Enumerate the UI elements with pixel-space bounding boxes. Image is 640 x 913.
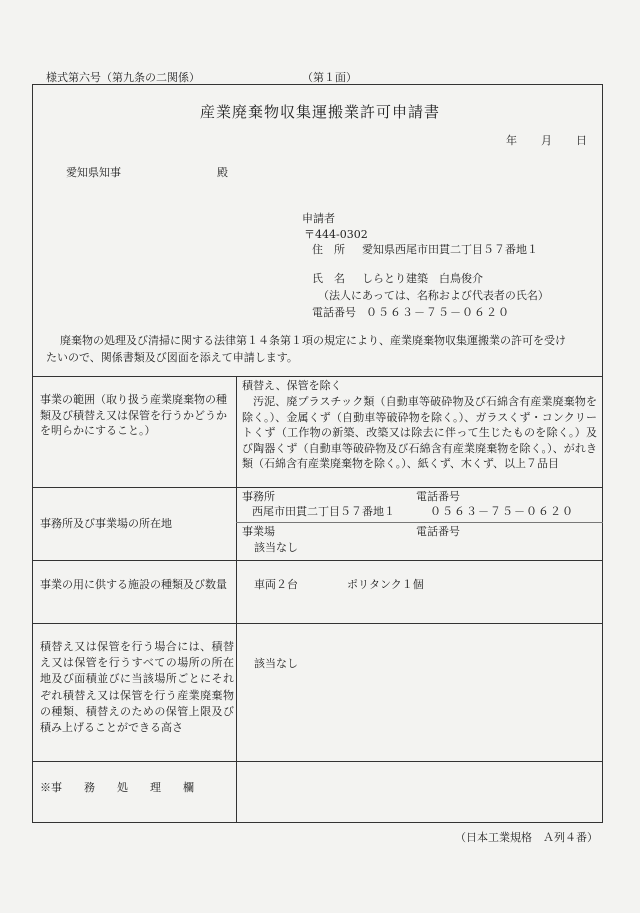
- name-note: （法人にあっては、名称および代表者の氏名）: [318, 289, 549, 302]
- form-title: 産業廃棄物収集運搬業許可申請書: [199, 103, 440, 121]
- addressee: 愛知県知事: [66, 166, 121, 179]
- statement-line-2: たいので、関係書類及び図面を添えて申請します。: [46, 351, 298, 364]
- row3-vehicles: 車両２台: [254, 578, 298, 591]
- row3-label: 事業の用に供する施設の種類及び数量: [40, 578, 227, 591]
- date-month: 月: [541, 134, 552, 147]
- row1-label: 事業の範囲（取り扱う産業廃棄物の種類及び積替え又は保管を行うかどうかを明らかにすること。）: [40, 393, 227, 437]
- row2-label: 事務所及び事業場の所在地: [40, 517, 172, 530]
- row-divider-3: [32, 623, 603, 624]
- row1-value-line1: 積替え、保管を除く: [242, 379, 342, 392]
- site-value: 該当なし: [254, 541, 298, 554]
- statement-line-1: 廃棄物の処理及び清掃に関する法律第１４条第１項の規定により、産業廃棄物収集運搬業の許可を受け: [60, 334, 566, 347]
- date-year: 年: [506, 134, 517, 147]
- row1-value-line2: 汚泥、廃プラスチック類（自動車等破砕物及び石綿含有産業廃棄物を除く。）、金属くず（自動車等破砕物を除く。）、ガラスくず・コンクリートくず（工作物の新築、改築又は除去に伴って生じたものを除く。）及び陶器くず（自動車等破砕物及び石綿含有産業廃棄物を除く。）、がれき類（石綿含有産業廃棄物を除く。）、紙くず、木くず、以上７品目: [242, 395, 597, 470]
- row5-label: ※事 務 処 理 欄: [40, 781, 194, 794]
- row-divider-1: [32, 487, 603, 488]
- phone-label: 電話番号: [312, 306, 356, 319]
- applicant-name: しらとり建築 白鳥俊介: [362, 272, 483, 285]
- row2-inner-divider: [236, 522, 603, 523]
- table-top-border: [32, 376, 603, 377]
- address-label: 住 所: [312, 243, 345, 256]
- row4-value: 該当なし: [254, 657, 298, 670]
- site-phone-label: 電話番号: [416, 525, 460, 538]
- row-divider-2: [32, 560, 603, 561]
- table-column-divider: [236, 376, 237, 823]
- page-label: （第１面）: [302, 71, 357, 84]
- row3-tank: ポリタンク１個: [347, 578, 424, 591]
- applicant-phone: ０５６３－７５－０６２０: [366, 306, 510, 319]
- office-phone: ０５６３－７５－０６２０: [430, 505, 574, 518]
- row-divider-4: [32, 761, 603, 762]
- applicant-address: 愛知県西尾市田貫二丁目５７番地１: [362, 243, 538, 256]
- applicant-label: 申請者: [302, 212, 335, 225]
- site-label: 事業場: [242, 525, 275, 538]
- office-address: 西尾市田貫二丁目５７番地１: [252, 505, 395, 518]
- row4-label: 積替え又は保管を行う場合には、積替え又は保管を行うすべての場所の所在地及び面積並びに当該場所ごとにそれぞれ積替え又は保管を行う産業廃棄物の種類、積替えのための保管上限及び積み上げることができる高さ: [40, 640, 234, 735]
- date-day: 日: [576, 134, 587, 147]
- form-number: 様式第六号（第九条の二関係）: [46, 71, 200, 84]
- office-label: 事務所: [242, 490, 275, 503]
- name-label: 氏 名: [312, 272, 345, 285]
- honorific: 殿: [217, 166, 228, 179]
- footer-standard: （日本工業規格 Ａ列４番）: [455, 831, 598, 844]
- office-phone-label: 電話番号: [416, 490, 460, 503]
- applicant-postal: 〒444-0302: [304, 228, 368, 241]
